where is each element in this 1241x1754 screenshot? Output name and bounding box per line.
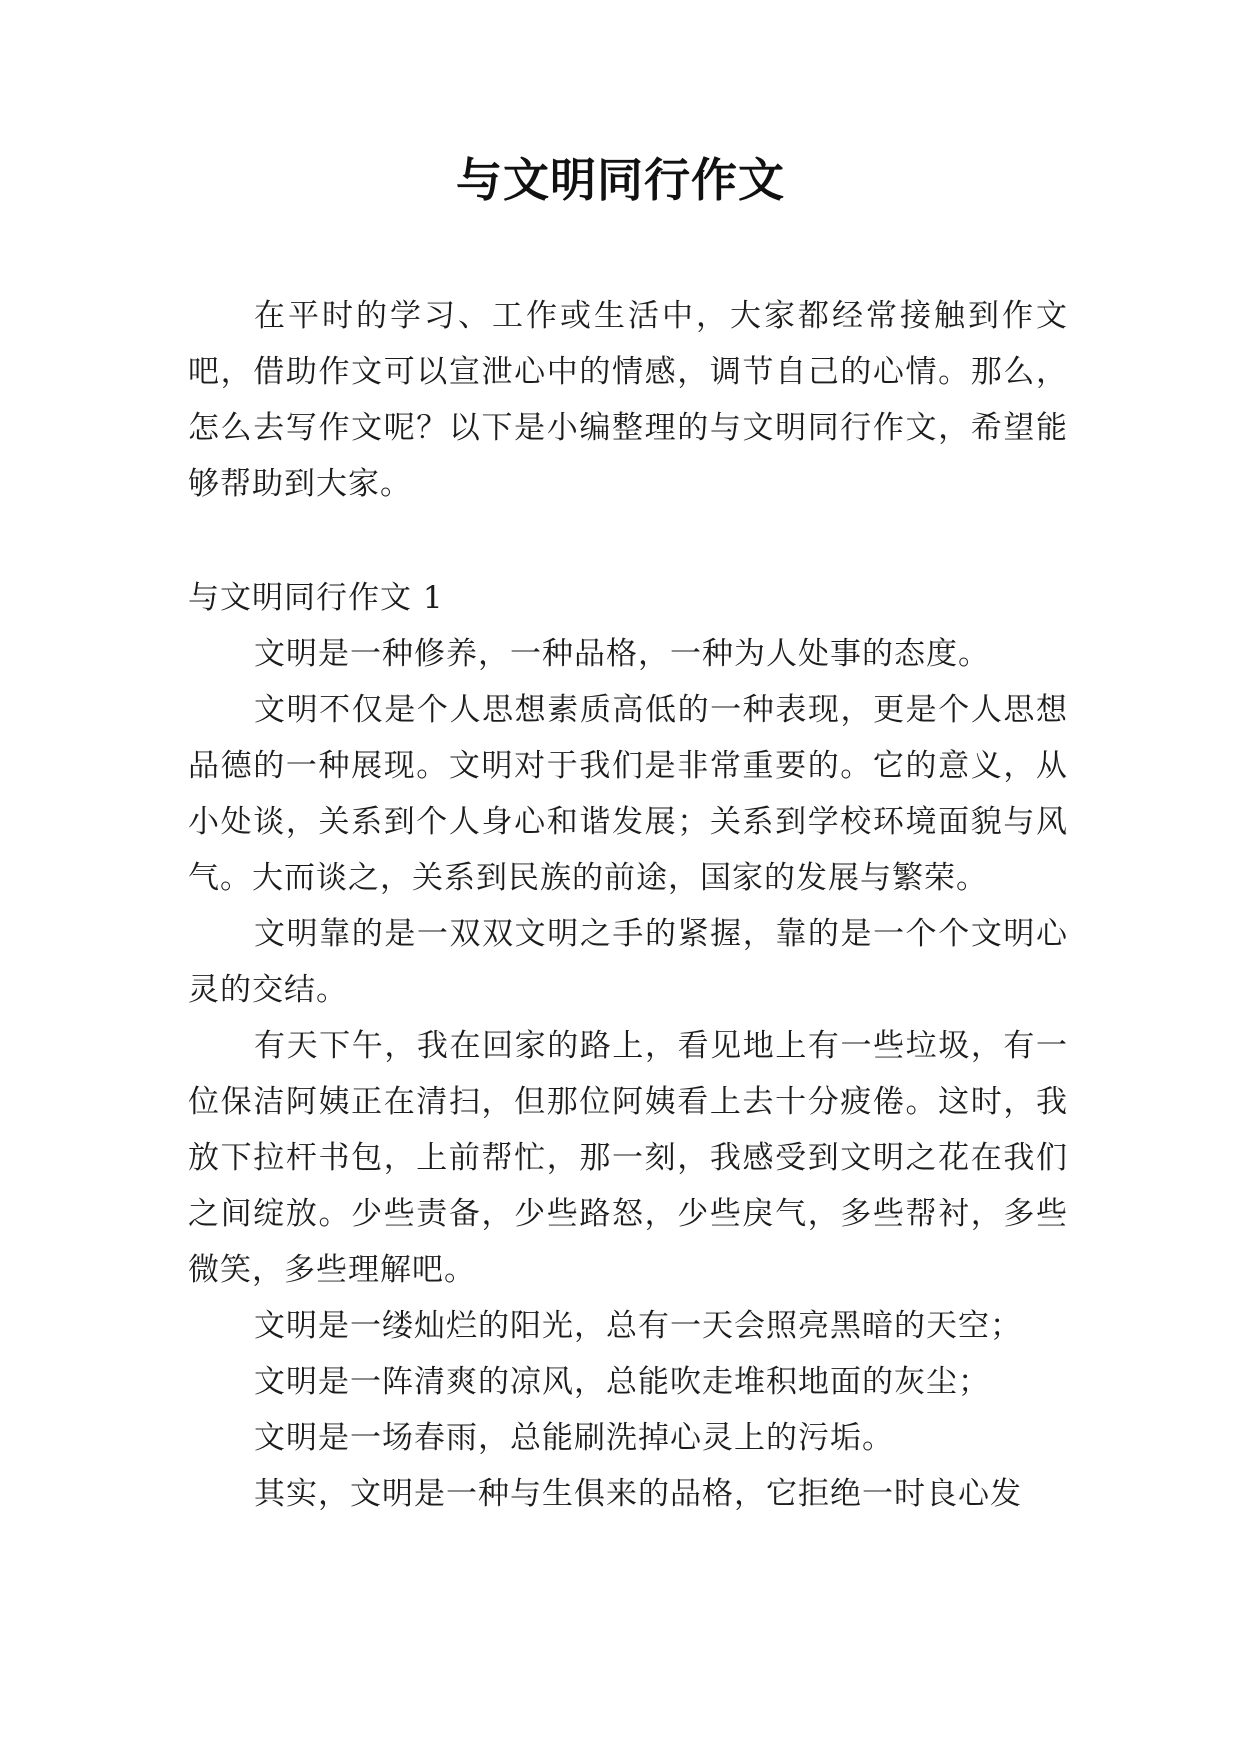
paragraph-6: 文明是一阵清爽的凉风，总能吹走堆积地面的灰尘； xyxy=(254,1364,990,1400)
paragraph-7: 文明是一场春雨，总能刷洗掉心灵上的污垢。 xyxy=(254,1420,894,1456)
document-body xyxy=(188,288,1068,1522)
intro-paragraph: 在平时的学习、工作或生活中，大家都经常接触到作文吧，借助作文可以宣泄心中的情感，调节自己的心情。那么，怎么去写作文呢？以下是小编整理的与文明同行作文，希望能够帮助到大家。 xyxy=(188,298,1068,502)
paragraph-2: 文明不仅是个人思想素质高低的一种表现，更是个人思想品德的一种展现。文明对于我们是非常重要的。它的意义，从小处谈，关系到个人身心和谐发展；关系到学校环境面貌与风气。大而谈之，关系到民族的前途，国家的发展与繁荣。 xyxy=(188,692,1068,896)
document-title: 与文明同行作文 xyxy=(456,153,785,207)
paragraph-4: 有天下午，我在回家的路上，看见地上有一些垃圾，有一位保洁阿姨正在清扫，但那位阿姨看上去十分疲倦。这时，我放下拉杆书包，上前帮忙，那一刻，我感受到文明之花在我们之间绽放。少些责备，少些路怒，少些戾气，多些帮衬，多些微笑，多些理解吧。 xyxy=(188,1028,1068,1288)
paragraph-8: 其实，文明是一种与生俱来的品格，它拒绝一时良心发 xyxy=(254,1476,1022,1512)
paragraph-3: 文明靠的是一双双文明之手的紧握，靠的是一个个文明心灵的交结。 xyxy=(188,916,1068,1008)
paragraph-5: 文明是一缕灿烂的阳光，总有一天会照亮黑暗的天空； xyxy=(254,1308,1022,1344)
paragraph-1: 文明是一种修养，一种品格，一种为人处事的态度。 xyxy=(254,636,990,672)
section-heading: 与文明同行作文 1 xyxy=(188,580,444,616)
